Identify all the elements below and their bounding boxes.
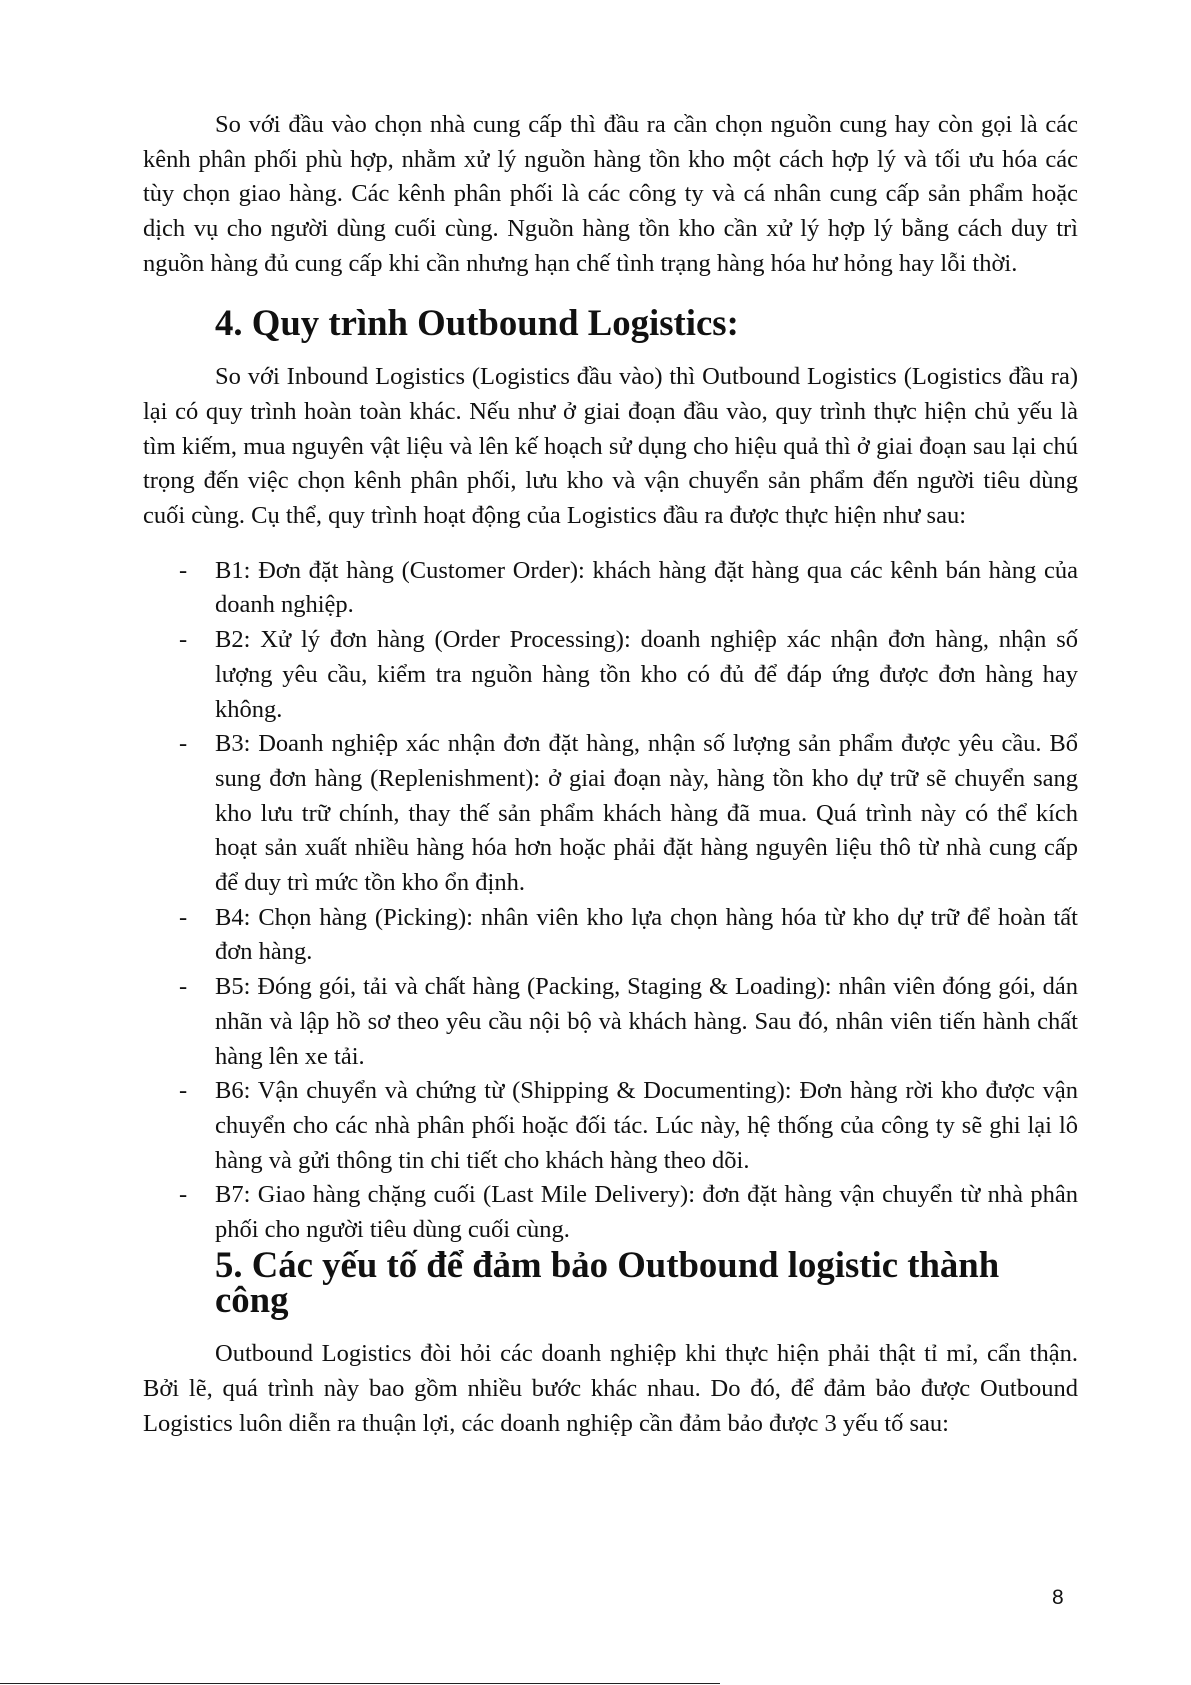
section-4-heading: 4. Quy trình Outbound Logistics: [215,301,739,343]
page-number: 8 [1052,1586,1064,1609]
spacer [143,1317,1078,1337]
list-item [143,623,1078,727]
section-5-heading: 5. Các yếu tố để đảm bảo Outbound logistic thành công [215,1243,1000,1320]
list-item [143,1178,1078,1247]
spacer [143,340,1078,360]
bullet-dash: - [179,626,188,654]
bullet-dash: - [179,903,188,931]
section-4-paragraph: So với Inbound Logistics (Logistics đầu vào) thì Outbound Logistics (Logistics đầu ra) lại có quy trình hoàn toàn khác. Nếu như ở giai đoạn đầu vào, quy trình thực hiện chủ yếu là tìm kiếm, mua nguyên vật liệu và lên kế hoạch sử dụng cho hiệu quả thì ở giai đoạn sau lại chú trọng đến việc chọn kênh phân phối, lưu kho và vận chuyển sản phẩm đến người tiêu dùng cuối cùng. Cụ thể, quy trình hoạt động của Logistics đầu ra được thực hiện như sau: [143,363,1078,530]
bullet-dash: - [179,730,188,758]
bullet-dash: - [179,1181,188,1209]
step-text: B4: Chọn hàng (Picking): nhân viên kho lựa chọn hàng hóa từ kho dự trữ để hoàn tất đơn hàng. [215,903,1078,966]
process-steps-list [143,554,1078,1248]
bullet-dash: - [179,1077,188,1105]
list-item [143,727,1078,901]
spacer [143,534,1078,554]
intro-paragraph: So với đầu vào chọn nhà cung cấp thì đầu ra cần chọn nguồn cung hay còn gọi là các kênh phân phối phù hợp, nhằm xử lý nguồn hàng tồn kho một cách hợp lý và tối ưu hóa các tùy chọn giao hàng. Các kênh phân phối là các công ty và cá nhân cung cấp sản phẩm hoặc dịch vụ cho người dùng cuối cùng. Nguồn hàng tồn kho cần xử lý hợp lý bằng cách duy trì nguồn hàng đủ cung cấp khi cần nhưng hạn chế tình trạng hàng hóa hư hỏng hay lỗi thời. [143,111,1078,277]
bottom-divider [0,1683,720,1684]
bullet-dash: - [179,973,188,1001]
step-text: B7: Giao hàng chặng cuối (Last Mile Delivery): đơn đặt hàng vận chuyển từ nhà phân phối cho người tiêu dùng cuối cùng. [215,1181,1078,1244]
list-item [143,1074,1078,1178]
step-text: B2: Xử lý đơn hàng (Order Processing): doanh nghiệp xác nhận đơn hàng, nhận số lượng yêu cầu, kiểm tra nguồn hàng tồn kho có đủ để đáp ứng được đơn hàng hay không. [215,626,1078,723]
step-text: B3: Doanh nghiệp xác nhận đơn đặt hàng, nhận số lượng sản phẩm được yêu cầu. Bổ sung đơn hàng (Replenishment): ở giai đoạn này, hàng tồn kho dự trữ sẽ chuyển sang kho lưu trữ chính, thay thế sản phẩm khách hàng đã mua. Quá trình này có thể kích hoạt sản xuất nhiều hàng hóa hơn hoặc phải đặt hàng nguyên liệu thô từ nhà cung cấp để duy trì mức tồn kho ổn định. [215,730,1078,897]
list-item [143,970,1078,1074]
bullet-dash: - [179,556,188,584]
list-item [143,554,1078,623]
list-item [143,901,1078,970]
step-text: B5: Đóng gói, tải và chất hàng (Packing, Staging & Loading): nhân viên đóng gói, dán nhãn và lập hồ sơ theo yêu cầu nội bộ và khách hàng. Sau đó, nhân viên tiến hành chất hàng lên xe tải. [215,973,1078,1070]
document-body [143,108,1078,1441]
step-text: B6: Vận chuyển và chứng từ (Shipping & Documenting): Đơn hàng rời kho được vận chuyển cho các nhà phân phối hoặc đối tác. Lúc này, hệ thống của công ty sẽ ghi lại lô hàng và gửi thông tin chi tiết cho khách hàng theo dõi. [215,1077,1078,1174]
step-text: B1: Đơn đặt hàng (Customer Order): khách hàng đặt hàng qua các kênh bán hàng của doanh nghiệp. [215,556,1078,619]
section-5-paragraph: Outbound Logistics đòi hỏi các doanh nghiệp khi thực hiện phải thật tỉ mỉ, cẩn thận. Bởi lẽ, quá trình này bao gồm nhiều bước khác nhau. Do đó, để đảm bảo được Outbound Logistics luôn diễn ra thuận lợi, các doanh nghiệp cần đảm bảo được 3 yếu tố sau: [143,1340,1078,1437]
